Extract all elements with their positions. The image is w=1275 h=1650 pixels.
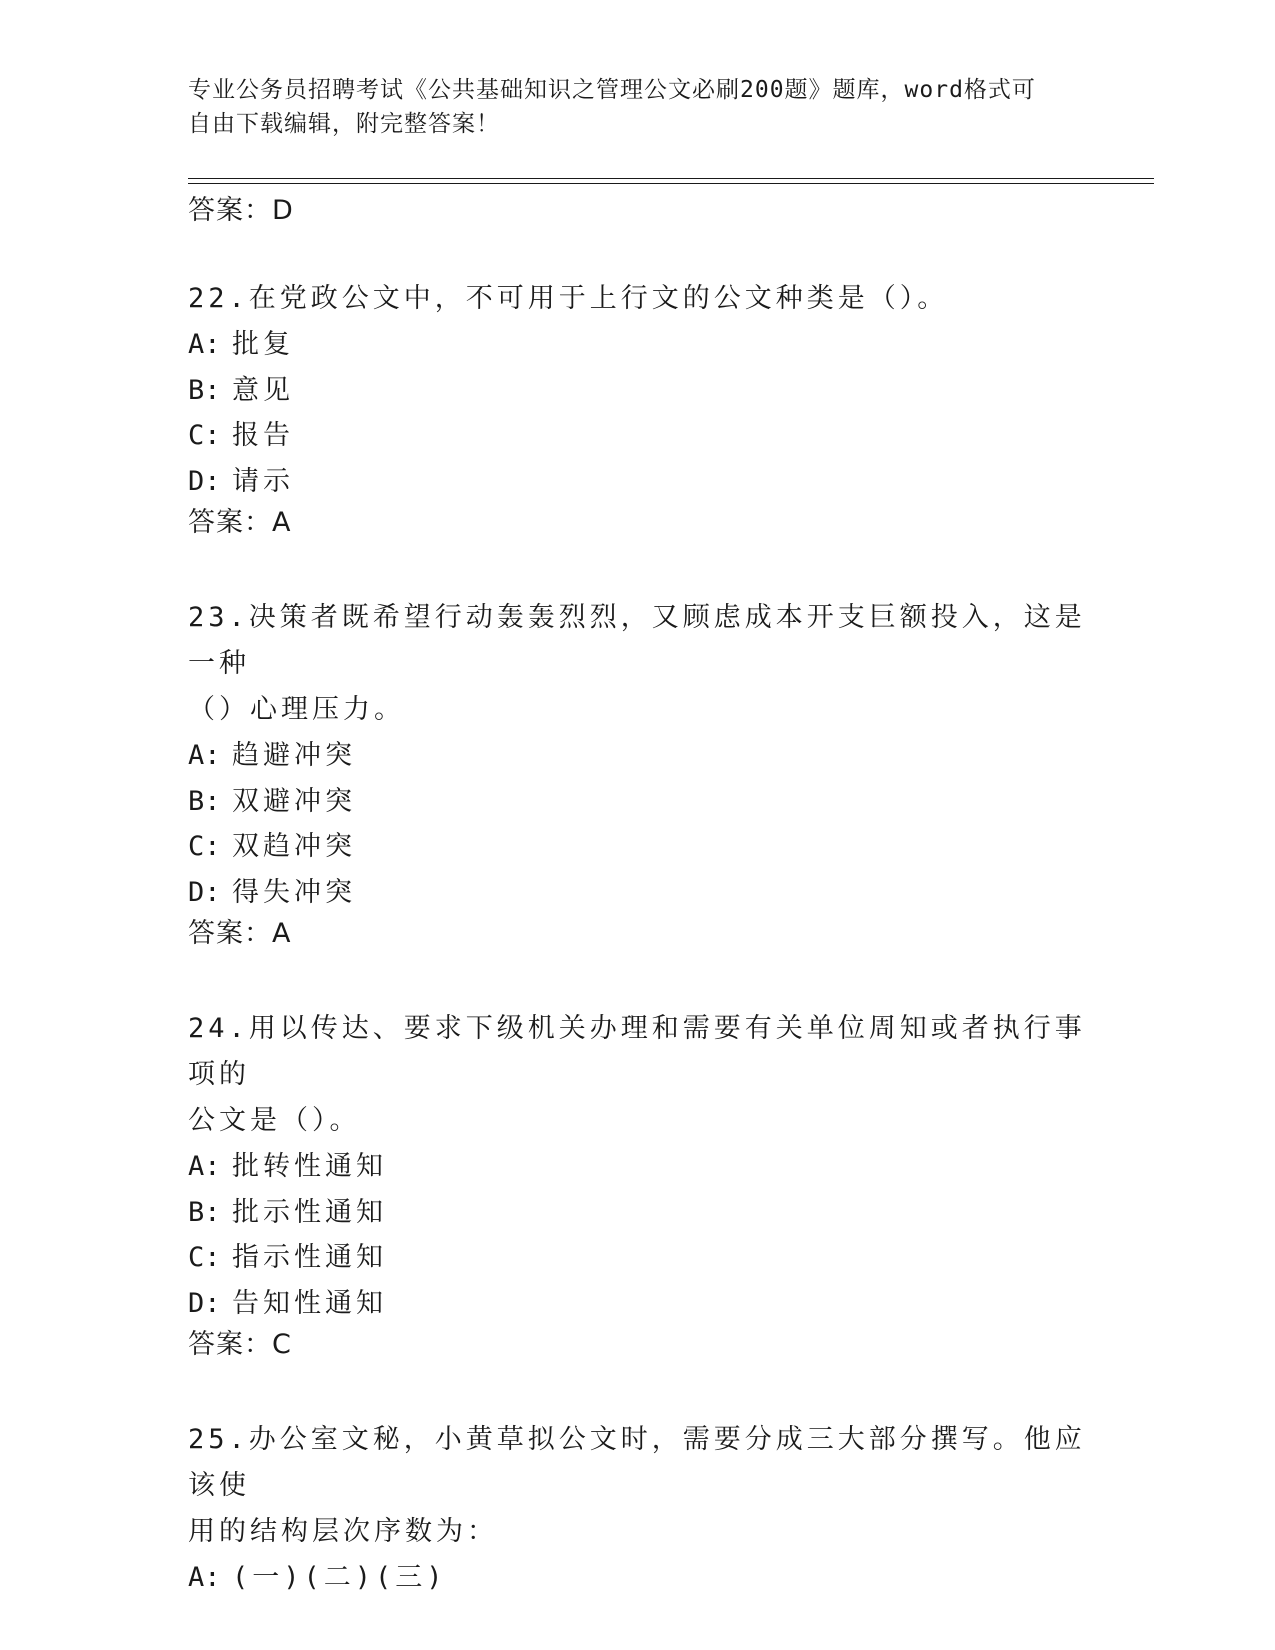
question-stem: 23.决策者既希望行动轰轰烈烈，又顾虑成本开支巨额投入，这是一种 <box>188 602 1086 679</box>
document-page <box>188 0 1158 1650</box>
question-stem: 用的结构层次序数为： <box>188 1516 498 1547</box>
option-text: 批示性通知 <box>232 1196 387 1228</box>
question-stem: （）心理压力。 <box>188 694 405 725</box>
option-item <box>188 1555 1088 1601</box>
option-item <box>188 733 1088 779</box>
answer-label: 答案：A <box>188 507 292 538</box>
option-text: 双趋冲突 <box>232 831 356 862</box>
block-spacer <box>188 959 1088 1006</box>
option-item <box>188 1190 1088 1236</box>
answer-label: 答案：C <box>188 1329 292 1360</box>
option-letter: C: <box>188 420 221 451</box>
option-letter: B: <box>188 374 221 406</box>
option-text: 请示 <box>232 465 294 497</box>
option-letter: D: <box>188 1287 221 1319</box>
option-letter: C: <box>188 831 221 862</box>
option-letter: A: <box>188 1151 221 1182</box>
option-letter: A: <box>188 1562 221 1593</box>
question-block <box>188 1417 1088 1601</box>
option-letter: A: <box>188 329 221 360</box>
option-item <box>188 1235 1088 1281</box>
option-text: 告知性通知 <box>232 1287 387 1319</box>
option-item <box>188 870 1088 916</box>
header-line-2: 自由下载编辑，附完整答案！ <box>188 111 500 137</box>
option-letter: B: <box>188 1196 221 1228</box>
question-stem: 22.在党政公文中，不可用于上行文的公文种类是（）。 <box>188 283 949 314</box>
option-letter: D: <box>188 876 221 908</box>
option-text: 趋避冲突 <box>232 740 356 771</box>
option-item <box>188 413 1088 459</box>
option-letter: C: <box>188 1242 221 1273</box>
option-item <box>188 322 1088 368</box>
document-header <box>188 73 1088 141</box>
questions-container <box>188 276 1088 1601</box>
option-text: 批转性通知 <box>232 1151 387 1182</box>
option-item <box>188 779 1088 825</box>
option-item <box>188 824 1088 870</box>
option-letter: D: <box>188 465 221 497</box>
option-text: 指示性通知 <box>232 1242 387 1273</box>
header-rule-top <box>188 178 1154 179</box>
block-spacer <box>188 1370 1088 1417</box>
option-item <box>188 1281 1088 1327</box>
header-rule-bottom <box>188 183 1154 184</box>
option-text: 得失冲突 <box>232 876 356 908</box>
question-stem: 24.用以传达、要求下级机关办理和需要有关单位周知或者执行事项的 <box>188 1013 1086 1090</box>
option-item <box>188 368 1088 414</box>
block-spacer <box>188 548 1088 595</box>
option-text: 双避冲突 <box>232 785 356 817</box>
option-text: (一)(二)(三) <box>232 1562 447 1593</box>
question-stem: 25.办公室文秘，小黄草拟公文时，需要分成三大部分撰写。他应该使 <box>188 1424 1086 1501</box>
option-text: 批复 <box>232 329 294 360</box>
question-list <box>188 192 1088 1601</box>
option-letter: B: <box>188 785 221 817</box>
option-text: 报告 <box>232 420 294 451</box>
answer-label: 答案：D <box>188 195 294 226</box>
option-item <box>188 459 1088 505</box>
question-stem: 公文是（）。 <box>188 1105 361 1136</box>
question-block <box>188 276 1088 595</box>
question-block <box>188 595 1088 1006</box>
header-line-1: 专业公务员招聘考试《公共基础知识之管理公文必刷200题》题库，word格式可 <box>188 77 1036 103</box>
option-item <box>188 1144 1088 1190</box>
option-text: 意见 <box>232 374 294 406</box>
option-letter: A: <box>188 740 221 771</box>
answer-label: 答案：A <box>188 918 292 949</box>
question-block <box>188 1006 1088 1417</box>
